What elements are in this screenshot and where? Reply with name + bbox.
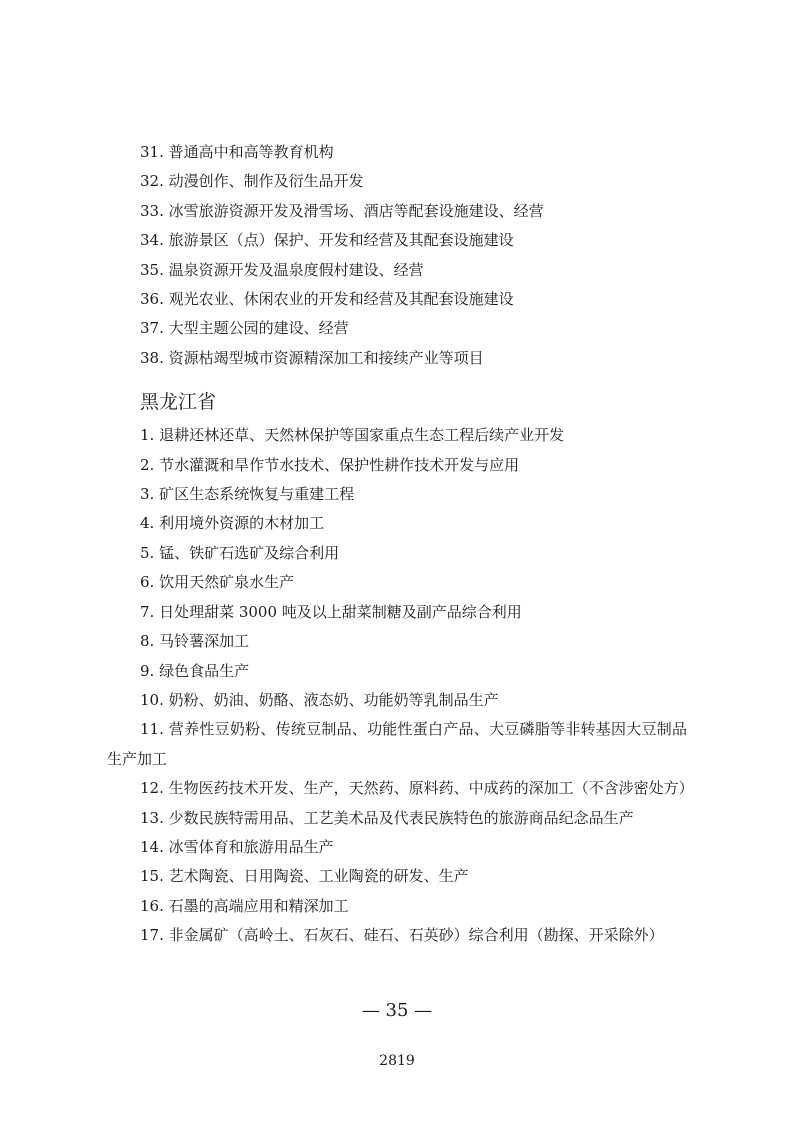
list-item: 33. 冰雪旅游资源开发及滑雪场、酒店等配套设施建设、经营	[140, 201, 544, 220]
list-item: 32. 动漫创作、制作及衍生品开发	[140, 172, 364, 191]
page-content	[107, 138, 694, 951]
list-item: 8. 马铃薯深加工	[140, 632, 250, 651]
list-item: 2. 节水灌溉和旱作节水技术、保护性耕作技术开发与应用	[140, 455, 520, 474]
list-item: 6. 饮用天然矿泉水生产	[140, 573, 295, 592]
list-item: 7. 日处理甜菜 3000 吨及以上甜菜制糖及副产品综合利用	[140, 602, 522, 621]
list-item: 36. 观光农业、休闲农业的开发和经营及其配套设施建设	[140, 290, 514, 309]
section-heading: 黑龙江省	[140, 391, 217, 414]
list-item: 12. 生物医药技术开发、生产，天然药、原料药、中成药的深加工（不含涉密处方）	[140, 779, 694, 798]
list-item: 10. 奶粉、奶油、奶酪、液态奶、功能奶等乳制品生产	[140, 690, 499, 709]
list-item: 5. 锰、铁矿石选矿及综合利用	[140, 543, 340, 562]
page-number: — 35 —	[361, 1000, 433, 1021]
list-item: 1. 退耕还林还草、天然林保护等国家重点生态工程后续产业开发	[140, 426, 565, 445]
list-item: 16. 石墨的高端应用和精深加工	[140, 896, 349, 915]
list-item: 13. 少数民族特需用品、工艺美术品及代表民族特色的旅游商品纪念品生产	[140, 808, 634, 827]
list-previous-province	[107, 138, 687, 373]
list-item: 17. 非金属矿（高岭土、石灰石、硅石、石英砂）综合利用（勘探、开采除外）	[140, 926, 664, 945]
list-item: 34. 旅游景区（点）保护、开发和经营及其配套设施建设	[140, 231, 514, 250]
list-item: 3. 矿区生态系统恢复与重建工程	[140, 485, 355, 504]
list-item: 37. 大型主题公园的建设、经营	[140, 319, 349, 338]
list-item: 9. 绿色食品生产	[140, 661, 250, 680]
list-item: 14. 冰雪体育和旅游用品生产	[140, 837, 334, 856]
sequence-number: 2819	[379, 1053, 415, 1069]
list-item: 4. 利用境外资源的木材加工	[140, 514, 325, 533]
list-item: 35. 温泉资源开发及温泉度假村建设、经营	[140, 260, 424, 279]
list-item: 38. 资源枯竭型城市资源精深加工和接续产业等项目	[140, 348, 484, 367]
list-item: 11. 营养性豆奶粉、传统豆制品、功能性蛋白产品、大豆磷脂等非转基因大豆制品生产加工	[107, 720, 687, 768]
list-item: 31. 普通高中和高等教育机构	[140, 143, 334, 161]
list-heilongjiang	[107, 421, 694, 950]
list-item: 15. 艺术陶瓷、日用陶瓷、工业陶瓷的研发、生产	[140, 867, 469, 886]
